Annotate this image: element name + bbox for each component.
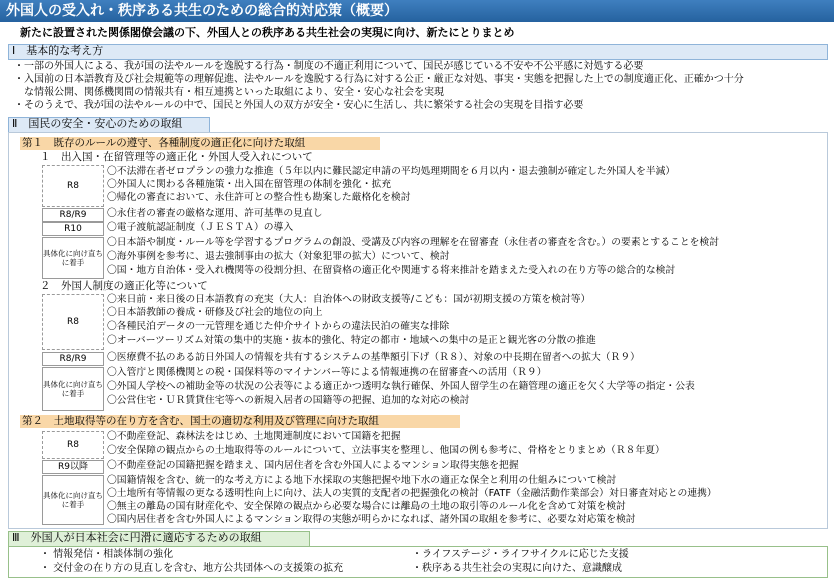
measure-row: 〇入管庁と関係機関との税・国保料等のマイナンバー等による情報連携の在留審査への活用（Ｒ９） <box>107 367 547 378</box>
measure-row: 〇無主の離島の国有財産化や、安全保障の観点から必要な場合には離島の土地の取引等のルール化を含めて対策を検討 <box>107 501 626 512</box>
measure-row: 〇公営住宅・ＵＲ賃貸住宅等への新規入居者の国籍等の把握、追加的な対応の検討 <box>107 395 470 406</box>
tag-r8-r9: R8/R9 <box>42 208 104 222</box>
part2-heading: 第２ 土地取得等の在り方を含む、国土の適切な利用及び管理に向けた取組 <box>22 415 379 427</box>
measure-row: 〇各種民泊データの一元管理を通じた仲介サイトからの違法民泊の確実な排除 <box>107 321 450 332</box>
sub1-heading: １ 出入国・在留管理等の適正化・外国人受入れについて <box>40 151 313 163</box>
measure-row: 〇オーバーツーリズム対策の集中的実施・抜本的強化、特定の都市・地域への集中の是正と観光客の分散の推進 <box>107 335 596 346</box>
tag-immediate: 具体化に向け直ちに着手 <box>42 475 104 525</box>
measure-row: 〇国内居住者を含む外国人によるマンション取得の実態が明らかになれば、諸外国の取組を参考に、必要な対応策を検討 <box>107 514 636 525</box>
section3-item: ・ライフステージ・ライフサイクルに応じた支援 <box>412 549 629 560</box>
section1-bullet: ・そのうえで、我が国の法やルールの中で、国民と外国人の双方が安全・安心に生活し、共に繁栄する社会の実現を目指す必要 <box>14 100 584 111</box>
section1-bullet: な情報公開、関係機関間の情報共有・相互連携といった取組により、安全・安心な社会を実現 <box>14 87 444 98</box>
section3-label: Ⅲ 外国人が日本社会に円滑に適応するための取組 <box>12 531 262 544</box>
sub2-heading: ２ 外国人制度の適正化等について <box>40 280 208 292</box>
section3-item: ・ 交付金の在り方の見直しを含む、地方公共団体への支援策の拡充 <box>40 563 344 574</box>
tag-immediate: 具体化に向け直ちに着手 <box>42 367 104 411</box>
section2-label: Ⅱ 国民の安全・安心のための取組 <box>12 117 183 130</box>
tag-r10: R10 <box>42 222 104 236</box>
measure-row: 〇安全保障の観点からの土地取得等のルールについて、立法事実を整理し、他国の例も参考に、骨格をとりまとめ（Ｒ８年夏） <box>107 445 665 456</box>
tag-r8: R8 <box>42 294 104 350</box>
tag-r9-later: R9以降 <box>42 460 104 474</box>
measure-row: 〇電子渡航認証制度（ＪＥＳＴＡ）の導入 <box>107 222 294 233</box>
tag-r8: R8 <box>42 165 104 207</box>
measure-row: 〇外国人学校への補助金等の状況の公表等による適正かつ透明な執行確保、外国人留学生の在籍管理の適正を欠く大学等の指定・公表 <box>107 381 695 392</box>
measure-row: 〇外国人に関わる各種施策・出入国在留管理の体制を強化・拡充 <box>107 179 392 190</box>
section1-header <box>8 44 828 60</box>
measure-row: 〇不法滞在者ゼロプランの強力な推進（５年以内に難民認定申請の平均処理期間を６月以内・退去強制が確定した外国人を半減） <box>107 166 676 177</box>
section1-bullet: ・入国前の日本語教育及び社会規範等の理解促進、法やルールを逸脱する行為に対する公正・厳正な対処、事実・実態を把握した上での制度適正化、正確かつ十分 <box>14 74 744 85</box>
measure-row: 〇不動産登記の国籍把握を踏まえ、国内居住者を含む外国人によるマンション取得実態を把握 <box>107 460 519 471</box>
measure-row: 〇土地所有等情報の更なる透明性向上に向け、法人の実質的支配者の把握強化の検討（FATF（金融活動作業部会）対日審査対応との連携） <box>107 488 717 499</box>
measure-row: 〇国籍情報を含む、統一的な考え方による地下水採取の実態把握や地下水の適正な保全と利用の仕組みについて検討 <box>107 475 617 486</box>
measure-row: 〇来日前・来日後の日本語教育の充実（大人：自治体への財政支援等/こども：国が初期支援の方策を検討等） <box>107 294 591 305</box>
measure-row: 〇永住者の審査の厳格な運用、許可基準の見直し <box>107 208 323 219</box>
measure-row: 〇日本語や制度・ルール等を学習するプログラムの創設、受講及び内容の理解を在留審査（永住者の審査を含む。）の要素とすることを検討 <box>107 237 720 248</box>
page-title: 外国人の受入れ・秩序ある共生のための総合的対応策（概要） <box>6 3 398 19</box>
tag-r8: R8 <box>42 431 104 459</box>
measure-row: 〇国・地方自治体・受入れ機関等の役割分担、在留資格の適正化や関連する将来推計を踏まえた受入れの在り方等の総合的な検討 <box>107 265 676 276</box>
subtitle: 新たに設置された関係閣僚会議の下、外国人との秩序ある共生社会の実現に向け、新たにとりまとめ <box>20 26 515 39</box>
measure-row: 〇帰化の審査において、永住許可との整合性も勘案した厳格化を検討 <box>107 192 411 203</box>
tag-immediate: 具体化に向け直ちに着手 <box>42 237 104 279</box>
section3-item: ・秩序ある共生社会の実現に向けた、意識醸成 <box>412 563 622 574</box>
section3-item: ・ 情報発信・相談体制の強化 <box>40 549 174 560</box>
part1-heading: 第１ 既存のルールの遵守、各種制度の適正化に向けた取組 <box>22 137 306 149</box>
section1-bullet: ・一部の外国人による、我が国の法やルールを逸脱する行為・制度の不適正利用について、国民が感じている不安や不公平感に対処する必要 <box>14 61 644 72</box>
measure-row: 〇不動産登記、森林法をはじめ、土地関連制度において国籍を把握 <box>107 431 401 442</box>
tag-r8-r9: R8/R9 <box>42 352 104 366</box>
measure-row: 〇日本語教師の養成・研修及び社会的地位の向上 <box>107 307 323 318</box>
section1-label: Ⅰ 基本的な考え方 <box>12 44 104 57</box>
measure-row: 〇海外事例を参考に、退去強制事由の拡大（対象犯罪の拡大）について、検討 <box>107 251 450 262</box>
measure-row: 〇医療費不払のある訪日外国人の情報を共有するシステムの基準額引下げ（Ｒ８）、対象の中長期在留者への拡大（Ｒ９） <box>107 352 640 363</box>
